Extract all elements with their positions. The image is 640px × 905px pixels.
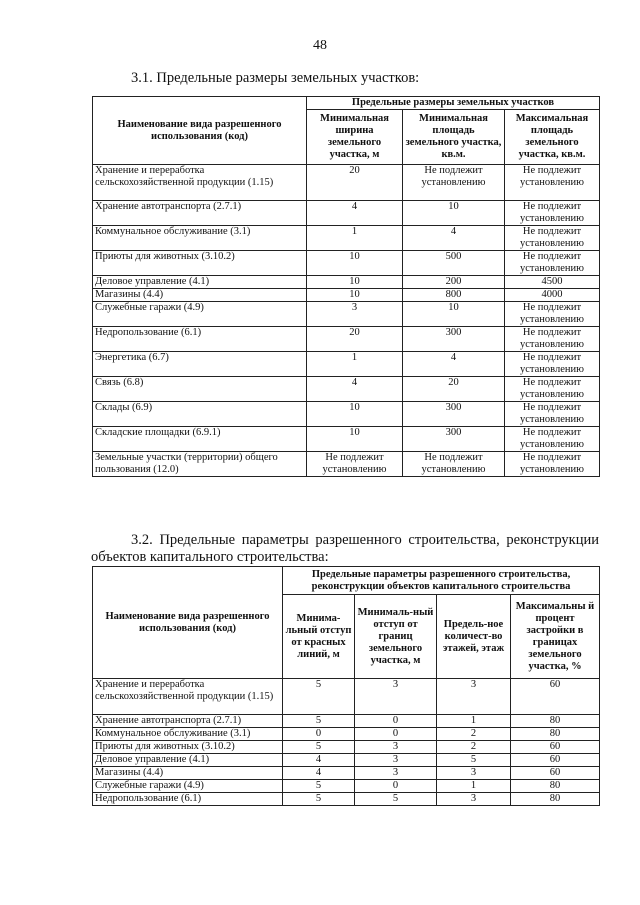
cell-min-width: 10 [307,402,403,427]
cell-max-area: Не подлежит установлению [505,201,600,226]
table-row [93,402,600,427]
cell-red-lines: 5 [283,780,355,793]
table-row [93,201,600,226]
cell-name: Хранение и переработка сельскохозяйственной продукции (1.15) [93,165,307,201]
cell-floors: 2 [437,741,511,754]
cell-boundaries: 3 [355,741,437,754]
cell-name: Служебные гаражи (4.9) [93,302,307,327]
cell-red-lines: 4 [283,767,355,780]
cell-min-width: 20 [307,327,403,352]
cell-name: Деловое управление (4.1) [93,754,283,767]
cell-max-area: Не подлежит установлению [505,452,600,477]
cell-floors: 3 [437,679,511,715]
cell-coverage: 80 [511,715,600,728]
cell-min-width: 10 [307,251,403,276]
cell-coverage: 60 [511,741,600,754]
table-row [93,793,600,806]
cell-name: Служебные гаражи (4.9) [93,780,283,793]
table-row [93,226,600,251]
cell-min-width: 10 [307,427,403,452]
cell-floors: 1 [437,715,511,728]
cell-coverage: 60 [511,679,600,715]
cell-red-lines: 5 [283,679,355,715]
cell-min-area: 500 [403,251,505,276]
cell-name: Приюты для животных (3.10.2) [93,251,307,276]
cell-boundaries: 0 [355,715,437,728]
col-header-min-width: Минимальная ширина земельного участка, м [307,110,403,165]
col-header-name: Наименование вида разрешенного использования (код) [93,567,283,679]
cell-name: Энергетика (6.7) [93,352,307,377]
cell-min-area: 4 [403,226,505,251]
cell-name: Земельные участки (территории) общего пользования (12.0) [93,452,307,477]
cell-min-area: Не подлежит установлению [403,165,505,201]
cell-max-area: Не подлежит установлению [505,165,600,201]
section-2-number: 3.2. [131,532,153,548]
group-header: Предельные размеры земельных участков [307,97,600,110]
table-row [93,715,600,728]
table-row [93,377,600,402]
col-header-boundaries: Минималь-ный отступ от границ земельного участка, м [355,595,437,679]
cell-name: Деловое управление (4.1) [93,276,307,289]
col-header-coverage: Максимальны й процент застройки в границах земельного участка, % [511,595,600,679]
table-row [93,679,600,715]
col-header-floors: Предель-ное количест-во этажей, этаж [437,595,511,679]
col-header-name: Наименование вида разрешенного использования (код) [93,97,307,165]
cell-min-width: Не подлежит установлению [307,452,403,477]
cell-min-width: 10 [307,276,403,289]
cell-name: Недропользование (6.1) [93,327,307,352]
cell-boundaries: 3 [355,679,437,715]
table-row [93,327,600,352]
cell-min-area: 10 [403,302,505,327]
table-row [93,427,600,452]
cell-boundaries: 3 [355,754,437,767]
cell-floors: 3 [437,767,511,780]
cell-coverage: 80 [511,780,600,793]
cell-min-width: 4 [307,377,403,402]
cell-max-area: Не подлежит установлению [505,327,600,352]
cell-min-area: Не подлежит установлению [403,452,505,477]
table-row [93,780,600,793]
cell-boundaries: 5 [355,793,437,806]
cell-name: Хранение и переработка сельскохозяйственной продукции (1.15) [93,679,283,715]
cell-min-width: 3 [307,302,403,327]
cell-red-lines: 4 [283,754,355,767]
cell-floors: 3 [437,793,511,806]
cell-name: Недропользование (6.1) [93,793,283,806]
cell-min-width: 10 [307,289,403,302]
cell-min-area: 4 [403,352,505,377]
cell-min-area: 300 [403,327,505,352]
cell-floors: 5 [437,754,511,767]
cell-coverage: 60 [511,767,600,780]
cell-max-area: Не подлежит установлению [505,226,600,251]
cell-boundaries: 3 [355,767,437,780]
cell-min-area: 20 [403,377,505,402]
cell-red-lines: 5 [283,741,355,754]
page-number: 48 [313,38,327,53]
cell-name: Хранение автотранспорта (2.7.1) [93,715,283,728]
cell-coverage: 80 [511,793,600,806]
cell-max-area: Не подлежит установлению [505,402,600,427]
table-row [93,728,600,741]
cell-min-width: 20 [307,165,403,201]
cell-name: Приюты для животных (3.10.2) [93,741,283,754]
table-row [93,276,600,289]
table-row [93,452,600,477]
cell-boundaries: 0 [355,780,437,793]
cell-max-area: Не подлежит установлению [505,302,600,327]
cell-min-area: 300 [403,427,505,452]
group-header: Предельные параметры разрешенного строительства, реконструкции объектов капитального строительства [283,567,600,595]
table-row [93,302,600,327]
construction-parameters-table [92,566,600,806]
col-header-max-area: Максимальная площадь земельного участка, кв.м. [505,110,600,165]
section-2-title: Предельные параметры разрешенного строительства, реконструкции объектов капитального строительства: [91,532,600,565]
cell-min-area: 10 [403,201,505,226]
cell-red-lines: 5 [283,715,355,728]
cell-name: Хранение автотранспорта (2.7.1) [93,201,307,226]
cell-max-area: Не подлежит установлению [505,427,600,452]
cell-name: Магазины (4.4) [93,767,283,780]
cell-max-area: 4500 [505,276,600,289]
col-header-min-area: Минимальная площадь земельного участка, кв.м. [403,110,505,165]
cell-max-area: Не подлежит установлению [505,251,600,276]
section-1-heading: 3.1. Предельные размеры земельных участков: [131,70,420,86]
cell-red-lines: 0 [283,728,355,741]
cell-min-width: 4 [307,201,403,226]
table-row [93,767,600,780]
cell-coverage: 60 [511,754,600,767]
table-row [93,289,600,302]
cell-name: Склады (6.9) [93,402,307,427]
col-header-red-lines: Минима-льный отступ от красных линий, м [283,595,355,679]
cell-name: Коммунальное обслуживание (3.1) [93,226,307,251]
table-row [93,754,600,767]
cell-max-area: 4000 [505,289,600,302]
section-2-heading [91,532,599,566]
table-row [93,165,600,201]
cell-name: Коммунальное обслуживание (3.1) [93,728,283,741]
cell-name: Магазины (4.4) [93,289,307,302]
cell-min-width: 1 [307,352,403,377]
cell-floors: 1 [437,780,511,793]
table-row [93,251,600,276]
cell-boundaries: 0 [355,728,437,741]
cell-min-area: 300 [403,402,505,427]
table-row [93,741,600,754]
cell-floors: 2 [437,728,511,741]
cell-max-area: Не подлежит установлению [505,377,600,402]
cell-min-area: 800 [403,289,505,302]
cell-min-area: 200 [403,276,505,289]
cell-name: Связь (6.8) [93,377,307,402]
cell-red-lines: 5 [283,793,355,806]
cell-name: Складские площадки (6.9.1) [93,427,307,452]
cell-coverage: 80 [511,728,600,741]
cell-min-width: 1 [307,226,403,251]
table-row [93,352,600,377]
land-plot-size-table [92,96,600,477]
cell-max-area: Не подлежит установлению [505,352,600,377]
